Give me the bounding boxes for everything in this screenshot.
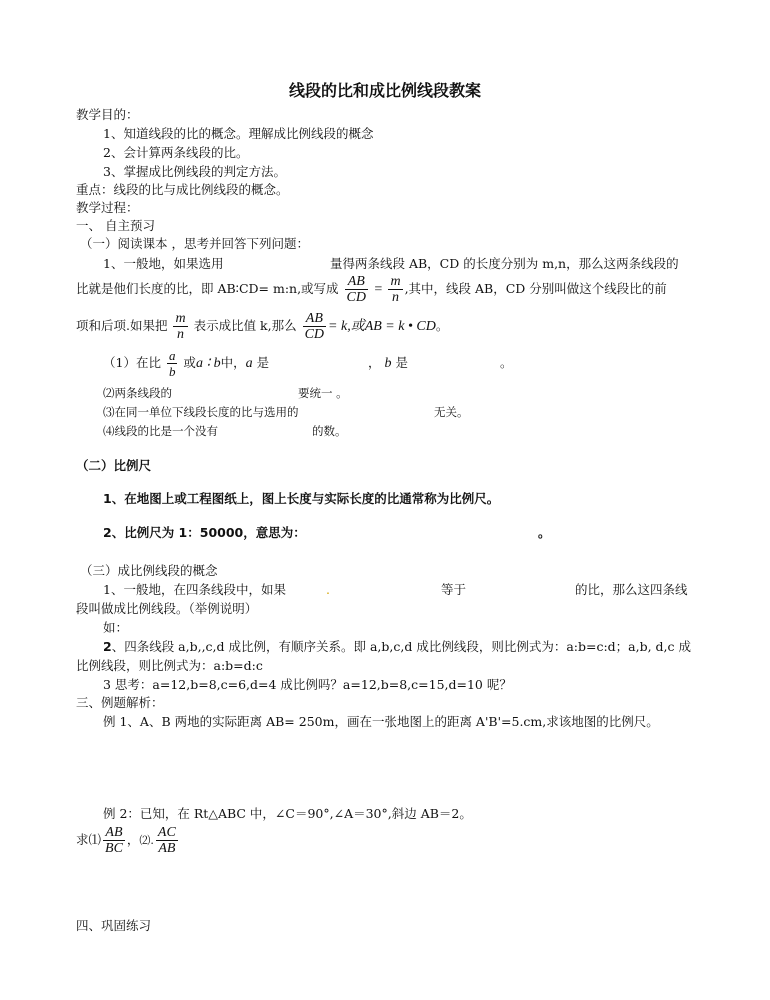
question-1-end: 。 [500, 355, 513, 370]
section-scale-heading: （二）比例尺 [76, 458, 152, 473]
example-2: 例 2：已知，在 Rt△ABC 中，∠C＝90°,∠A＝30°,斜边 AB＝2。 [103, 806, 472, 821]
question-4a: ⑷线段的比是一个没有 [103, 424, 218, 438]
scale-definition: 1、在地图上或工程图纸上，图上长度与实际长度的比通常称为比例尺。 [103, 491, 500, 506]
goal-item-1: 1、知道线段的比的概念。理解成比例线段的概念 [103, 126, 374, 141]
proportion-def-dot: . [326, 582, 330, 597]
section-proportion-heading: （三）成比例线段的概念 [80, 563, 218, 578]
proportion-example-label: 如： [103, 620, 129, 635]
proportion-def-a: 1、一般地，在四条线段中，如果 [103, 582, 286, 597]
question-2b: 要统一 。 [298, 386, 348, 400]
question-3a: ⑶在同一单位下线段长度的比与选用的 [103, 405, 299, 419]
goal-item-3: 3、掌握成比例线段的判定方法。 [103, 164, 286, 179]
definition-line-1a: 1、一般地，如果选用 [103, 256, 224, 271]
proportion-order-line-1: 2、四条线段 a,b,,c,d 成比例，有顺序关系。即 a,b,c,d 成比例线段，则比例式为：a:b=c:d；a,b, d,c 成 [103, 639, 692, 654]
question-2a: ⑵两条线段的 [103, 386, 172, 400]
fraction-a-b: $\frac{a}{b}$ [168, 348, 176, 379]
scale-example: 2、比例尺为 1：50000，意思为： [103, 525, 306, 540]
scale-example-end: 。 [538, 525, 551, 540]
fraction-m-n-2: $\frac{m}{n}$ [175, 311, 186, 342]
definition-line-2a: 比就是他们长度的比，即 AB∶CD= m:n,或写成 [76, 281, 339, 296]
proportion-def-b: 等于 [441, 582, 467, 597]
fraction-ac-ab: $\frac{AC}{AB}$ [157, 825, 176, 856]
goal-item-2: 2、会计算两条线段的比。 [103, 145, 249, 160]
definition-line-3: 项和后项.如果把 $\frac{m}{n}$ 表示成比值 k,那么 $\frac{AB}{CD}$ = k,或AB = k • CD。 [76, 311, 449, 342]
fraction-m-n: $\frac{m}{n}$ [390, 274, 401, 305]
key-point: 重点：线段的比与成比例线段的概念。 [76, 182, 289, 197]
fraction-ab-cd: $\frac{AB}{CD}$ [346, 274, 366, 305]
definition-line-1b: 量得两条线段 AB，CD 的长度分别为 m,n，那么这两条线段的 [330, 256, 679, 271]
fraction-ab-cd-2: $\frac{AB}{CD}$ [304, 311, 325, 342]
proportion-order-line-2: 比例线段，则比例式为：a:b=d:c [76, 658, 263, 673]
example-2-question: 求⑴ $\frac{AB}{BC}$ ，⑵. $\frac{AC}{AB}$ [76, 825, 176, 856]
question-4b: 的数。 [312, 424, 347, 438]
example-1: 例 1、A、B 两地的实际距离 AB= 250m，画在一张地图上的距离 A'B'=5.cm,求该地图的比例尺。 [103, 714, 659, 729]
process-heading: 教学过程： [76, 200, 139, 215]
question-1-part2: ， b 是 [368, 355, 408, 371]
question-1: （1）在比 $\frac{a}{b}$ 或a ∶ b中，a 是 [103, 348, 270, 379]
proportion-def-c: 的比，那么这四条线 [575, 582, 688, 597]
goals-heading: 教学目的： [76, 107, 139, 122]
ratio-equation: = k,或AB = k • CD [328, 319, 436, 334]
section-examples-heading: 三、例题解析： [76, 695, 164, 710]
fraction-ab-bc: $\frac{AB}{BC}$ [105, 825, 123, 856]
question-3b: 无关。 [434, 405, 469, 419]
section-practice-heading: 四、巩固练习 [76, 918, 152, 933]
proportion-def-line-2: 段叫做成比例线段。（举例说明） [76, 601, 258, 616]
think-question: 3 思考：a=12,b=8,c=6,d=4 成比例吗？a=12,b=8,c=15,d=10 呢？ [103, 677, 512, 692]
page-title: 线段的比和成比例线段教案 [288, 81, 481, 100]
definition-line-2: 比就是他们长度的比，即 AB∶CD= m:n,或写成 $\frac{AB}{CD}$ = $\frac{m}{n}$ ,其中，线段 AB，CD 分别叫做这个线段比的前 [76, 274, 667, 305]
definition-line-2b: ,其中，线段 AB，CD 分别叫做这个线段比的前 [404, 281, 667, 296]
section-1-heading: 一、 自主预习 [76, 218, 155, 233]
subsection-preview-heading: （一）阅读课本 ，思考并回答下列问题： [80, 236, 309, 251]
